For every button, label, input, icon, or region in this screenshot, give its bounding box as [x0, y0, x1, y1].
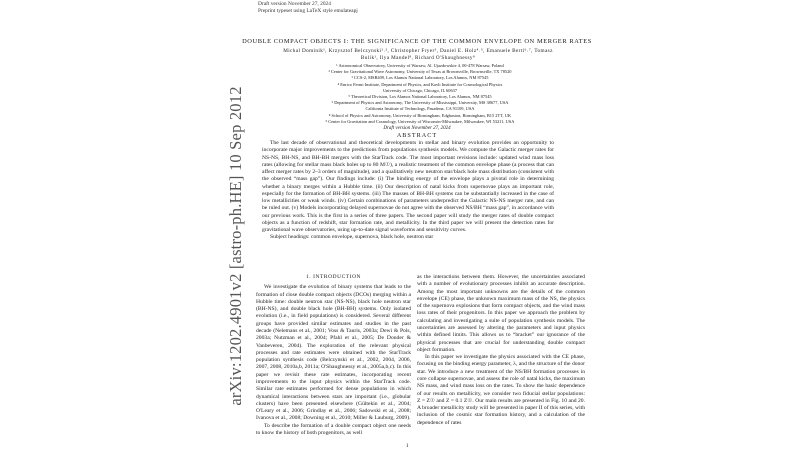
- paper-title: DOUBLE COMPACT OBJECTS I: THE SIGNIFICANCE OF THE COMMON ENVELOPE ON MERGER RATES: [242, 38, 592, 45]
- abstract-text: The last decade of observational and theoretical developments in stellar and binary evolution provides an opportunity to incorporate major improvements to the predictions from populations synthesis models. We compute the Galactic merger rates for NS-NS, BH-NS, and BH-BH mergers with the StarTrack code. The most important revisions include: updated wind mass loss rates (allowing for stellar mass black holes up to 80 M☉), a realistic treatment of the common envelope phase (a process that can affect merger rates by 2–3 orders of magnitude), and a qualitatively new neutron star/black hole mass distribution (consistent with the observed “mass gap”). Our findings include: (i) The binding energy of the envelope plays a pivotal role in determining whether a binary merges within a Hubble time. (ii) Our description of natal kicks from supernovae plays an important role, especially for the formation of BH-BH systems. (iii) The masses of BH-BH systems can be substantially increased in the case of low metallicities or weak winds. (iv) Certain combinations of parameters underpredict the Galactic NS-NS merger rate, and can be ruled out. (v) Models incorporating delayed supernovae do not agree with the observed NS/BH “mass gap”, in accordance with our previous work. This is the first in a series of three papers. The second paper will study the merger rates of double compact objects as a function of redshift, star formation rate, and metallicity. In the third paper we will present the detection rates for gravitational wave observatories, using up-to-date signal waveforms and sensitivity curves.: [262, 140, 554, 233]
- affiliation-line: University of Chicago, Chicago, IL 60637: [382, 87, 458, 93]
- arxiv-stamp[interactable]: arXiv:1202.4901v2 [astro-ph.HE] 10 Sep 2012: [226, 86, 245, 406]
- page-number: 1: [406, 443, 409, 449]
- affiliation-line: ⁸ School of Physics and Astronomy, University of Birmingham, Edgbaston, Birmingham, B15 2TT, UK: [328, 112, 512, 118]
- affiliation-line: ⁶ Department of Physics and Astronomy, The University of Mississippi, University, MS 38677, USA: [331, 100, 509, 106]
- author-line: Bulik¹, Ilya Mandel⁸, Richard O'Shaughnessy⁹: [360, 55, 476, 62]
- right-column: [417, 274, 585, 427]
- affiliation-line: ⁴ Enrico Fermi Institute, Department of Physics, and Kavli Institute for Cosmological Physics: [337, 81, 503, 87]
- body-paragraph: as the interactions between them. However, the uncertainties associated with a number of evolutionary processes inhibit an accurate description. Among the most important unknowns are the details of the common envelope (CE) phase, the unknown maximum mass of the NS, the physics of the supernova explosions that form compact objects, and the wind mass loss rates of their progenitors. In this paper we approach the problem by calculating and investigating a suite of population synthesis models. The uncertainties are assessed by altering the parameters and input physics within defined limits. This allows us to “bracket” our ignorance of the physical processes that are crucial for understanding double compact object formation.: [417, 274, 585, 353]
- left-column: [256, 274, 411, 437]
- affiliation-line: ¹ Astronomical Observatory, University of Warsaw, Al. Ujazdowskie 4, 00-478 Warsaw, Poland: [336, 63, 504, 68]
- body-paragraph: We investigate the evolution of binary systems that leads to the formation of close double compact objects (DCOs) merging within a Hubble time: double neutron star (NS-NS), black hole neutron star (BH-NS), and double black hole (BH-BH) systems. Only isolated evolution (i.e., in field populations) is considered. Several different groups have provided similar estimates and studies in the past decade (Nelemans et al., 2001; Voss & Tauris, 2003a; Dewi & Pols, 2003a; Nutzman et al., 2004; Pfahl et al., 2005; De Donder & Vanbeveren, 2004). The exploration of the relevant physical processes and rate estimates were obtained with the StarTrack population synthesis code (Belczynski et al., 2002, 2004, 2006, 2007, 2008, 2010a,b, 2011a; O'Shaughnessy et al., 2005a,b,c). In this paper we revisit these rate estimates, incorporating recent improvements to the input physics within the StarTrack code. Similar rate estimates performed for dense populations in which dynamical interactions between stars are important (i.e., globular clusters) have been presented elsewhere (Gültekin et al., 2004; O'Leary et al., 2006; Grindlay et al., 2006; Sadowski et al., 2008; Ivanova et al., 2008; Downing et al., 2010; Miller & Lauburg, 2009).: [256, 284, 411, 422]
- affiliation-line: ² Center for Gravitational Wave Astronomy, University of Texas at Brownsville, Brownsville, TX 78520: [328, 69, 512, 75]
- header-preprint-note: Preprint typeset using LaTeX style emulateapj: [258, 8, 358, 14]
- body-paragraph: In this paper we investigate the physics associated with the CE phase, focusing on the binding energy parameter, λ, and the structure of the donor star. We introduce a new treatment of the NS/BH formation processes in core collapse supernovae, and assess the role of natal kicks, the maximum NS mass, and wind mass loss on the rates. To show the basic dependence of our results on metallicity, we consider two fiducial stellar populations: Z = Z☉ and Z = 0.1 Z☉. Our main results are presented in Fig. 10 and 20. A broader metallicity study will be presented in paper II of this series, with inclusion of the cosmic star formation history, and a calculation of the dependence of rates: [417, 354, 585, 426]
- header-draft-version: Draft version November 27, 2024: [258, 1, 331, 7]
- affiliation-line: ³ CCS-2, MSB409, Los Alamos National Laboratory, Los Alamos, NM 87545: [351, 75, 489, 81]
- abstract-heading: ABSTRACT: [396, 132, 438, 139]
- affiliation-line: ⁹ Center for Gravitation and Cosmology, University of Wisconsin-Milwaukee, Milwaukee, WI 53211, USA: [325, 118, 515, 124]
- subject-headings: Subject headings: common envelope, supernova, black hole, neutron star: [270, 234, 434, 241]
- draft-date: Draft version November 27, 2024: [383, 126, 451, 131]
- affiliation-line: ⁵ Theoretical Division, Los Alamos National Laboratory, Los Alamos, NM 87545: [348, 94, 492, 100]
- body-paragraph: To describe the formation of a double compact object one needs to know the history of both progenitors, as well: [256, 422, 411, 436]
- abstract-body: [262, 140, 554, 242]
- affiliation-line: California Institute of Technology, Pasadena, CA 91109, USA: [365, 106, 475, 112]
- author-line: Michal Dominik¹, Krzysztof Belczynski¹˒², Christopher Fryer³, Daniel E. Holz⁴˒⁵, Emanuele Berti⁶˒⁷, Tomasz: [283, 48, 553, 54]
- author-list: [248, 48, 588, 62]
- affiliation-list: [250, 63, 590, 125]
- section-heading: 1. INTRODUCTION: [305, 274, 362, 280]
